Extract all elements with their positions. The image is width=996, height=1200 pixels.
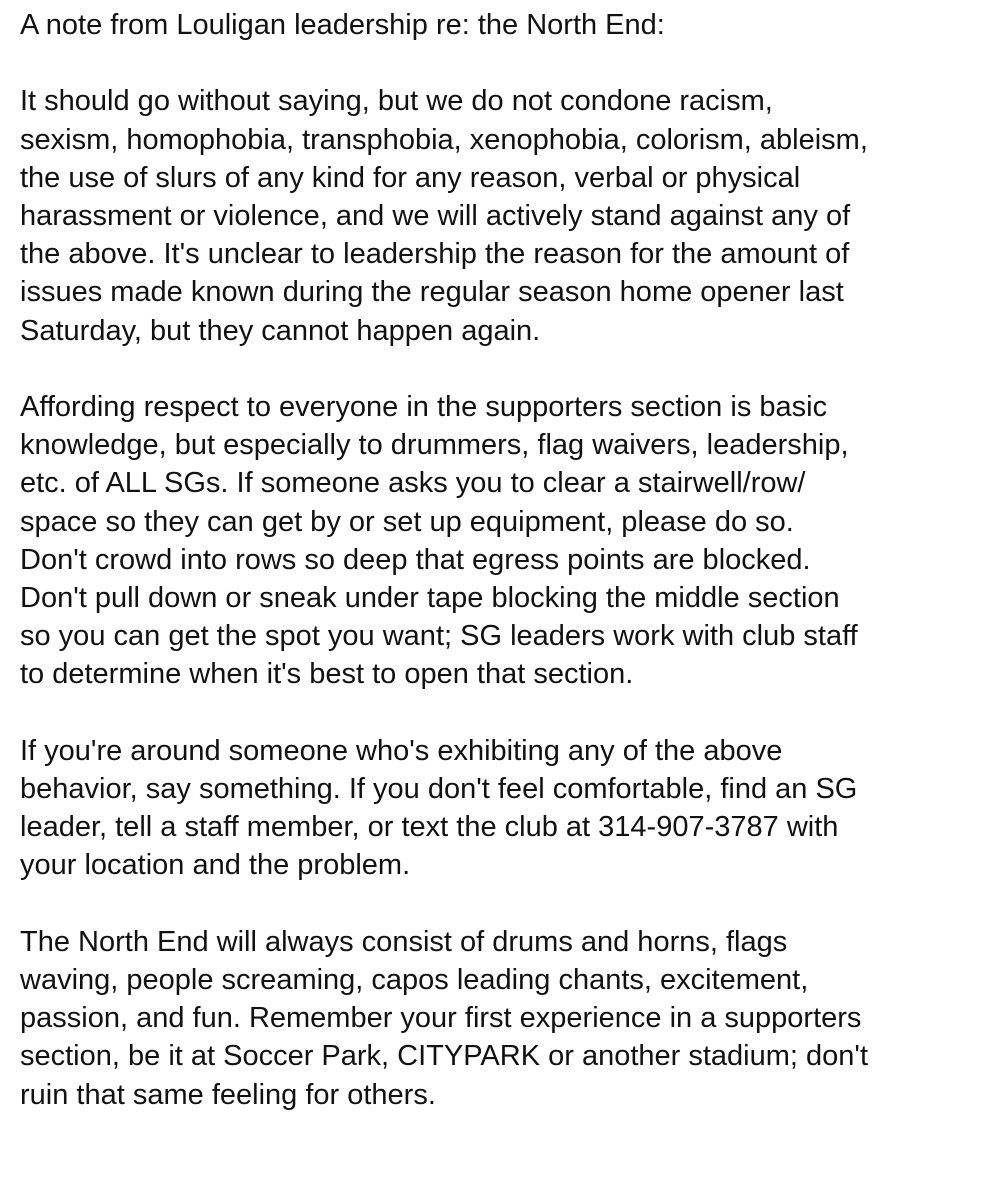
paragraph-report: If you're around someone who's exhibiting any of the above behavior, say something. If you don't feel comfortable, find an SG leader, tell a staff member, or text the club at 314-907-3787 with your location and the problem. [20, 734, 858, 882]
note-title: A note from Louligan leadership re: the North End: [20, 9, 665, 41]
paragraph-north-end: The North End will always consist of drums and horns, flags waving, people screaming, capos leading chants, excitement, passion, and fun. Remember your first experience in a supporters section, be it at Soccer Park, CITYPARK or another stadium; don't ruin that same feeling for others. [20, 925, 868, 1111]
paragraph-conduct: It should go without saying, but we do not condone racism, sexism, homophobia, transphobia, xenophobia, colorism, ableism, the use of slurs of any kind for any reason, verbal or physical harassment or violence, and we will actively stand against any of the above. It's unclear to leadership the reason for the amount of issues made known during the regular season home opener last Saturday, but they cannot happen again. [20, 85, 868, 347]
note-body [20, 6, 988, 1114]
paragraph-respect: Affording respect to everyone in the supporters section is basic knowledge, but especially to drummers, flag waivers, leadership, etc. of ALL SGs. If someone asks you to clear a stairwell/row/ space so they can get by or set up equipment, please do so. Don't crowd into rows so deep that egress points are blocked. Don't pull down or sneak under tape blocking the middle section so you can get the spot you want; SG leaders work with club staff to determine when it's best to open that section. [20, 391, 858, 691]
